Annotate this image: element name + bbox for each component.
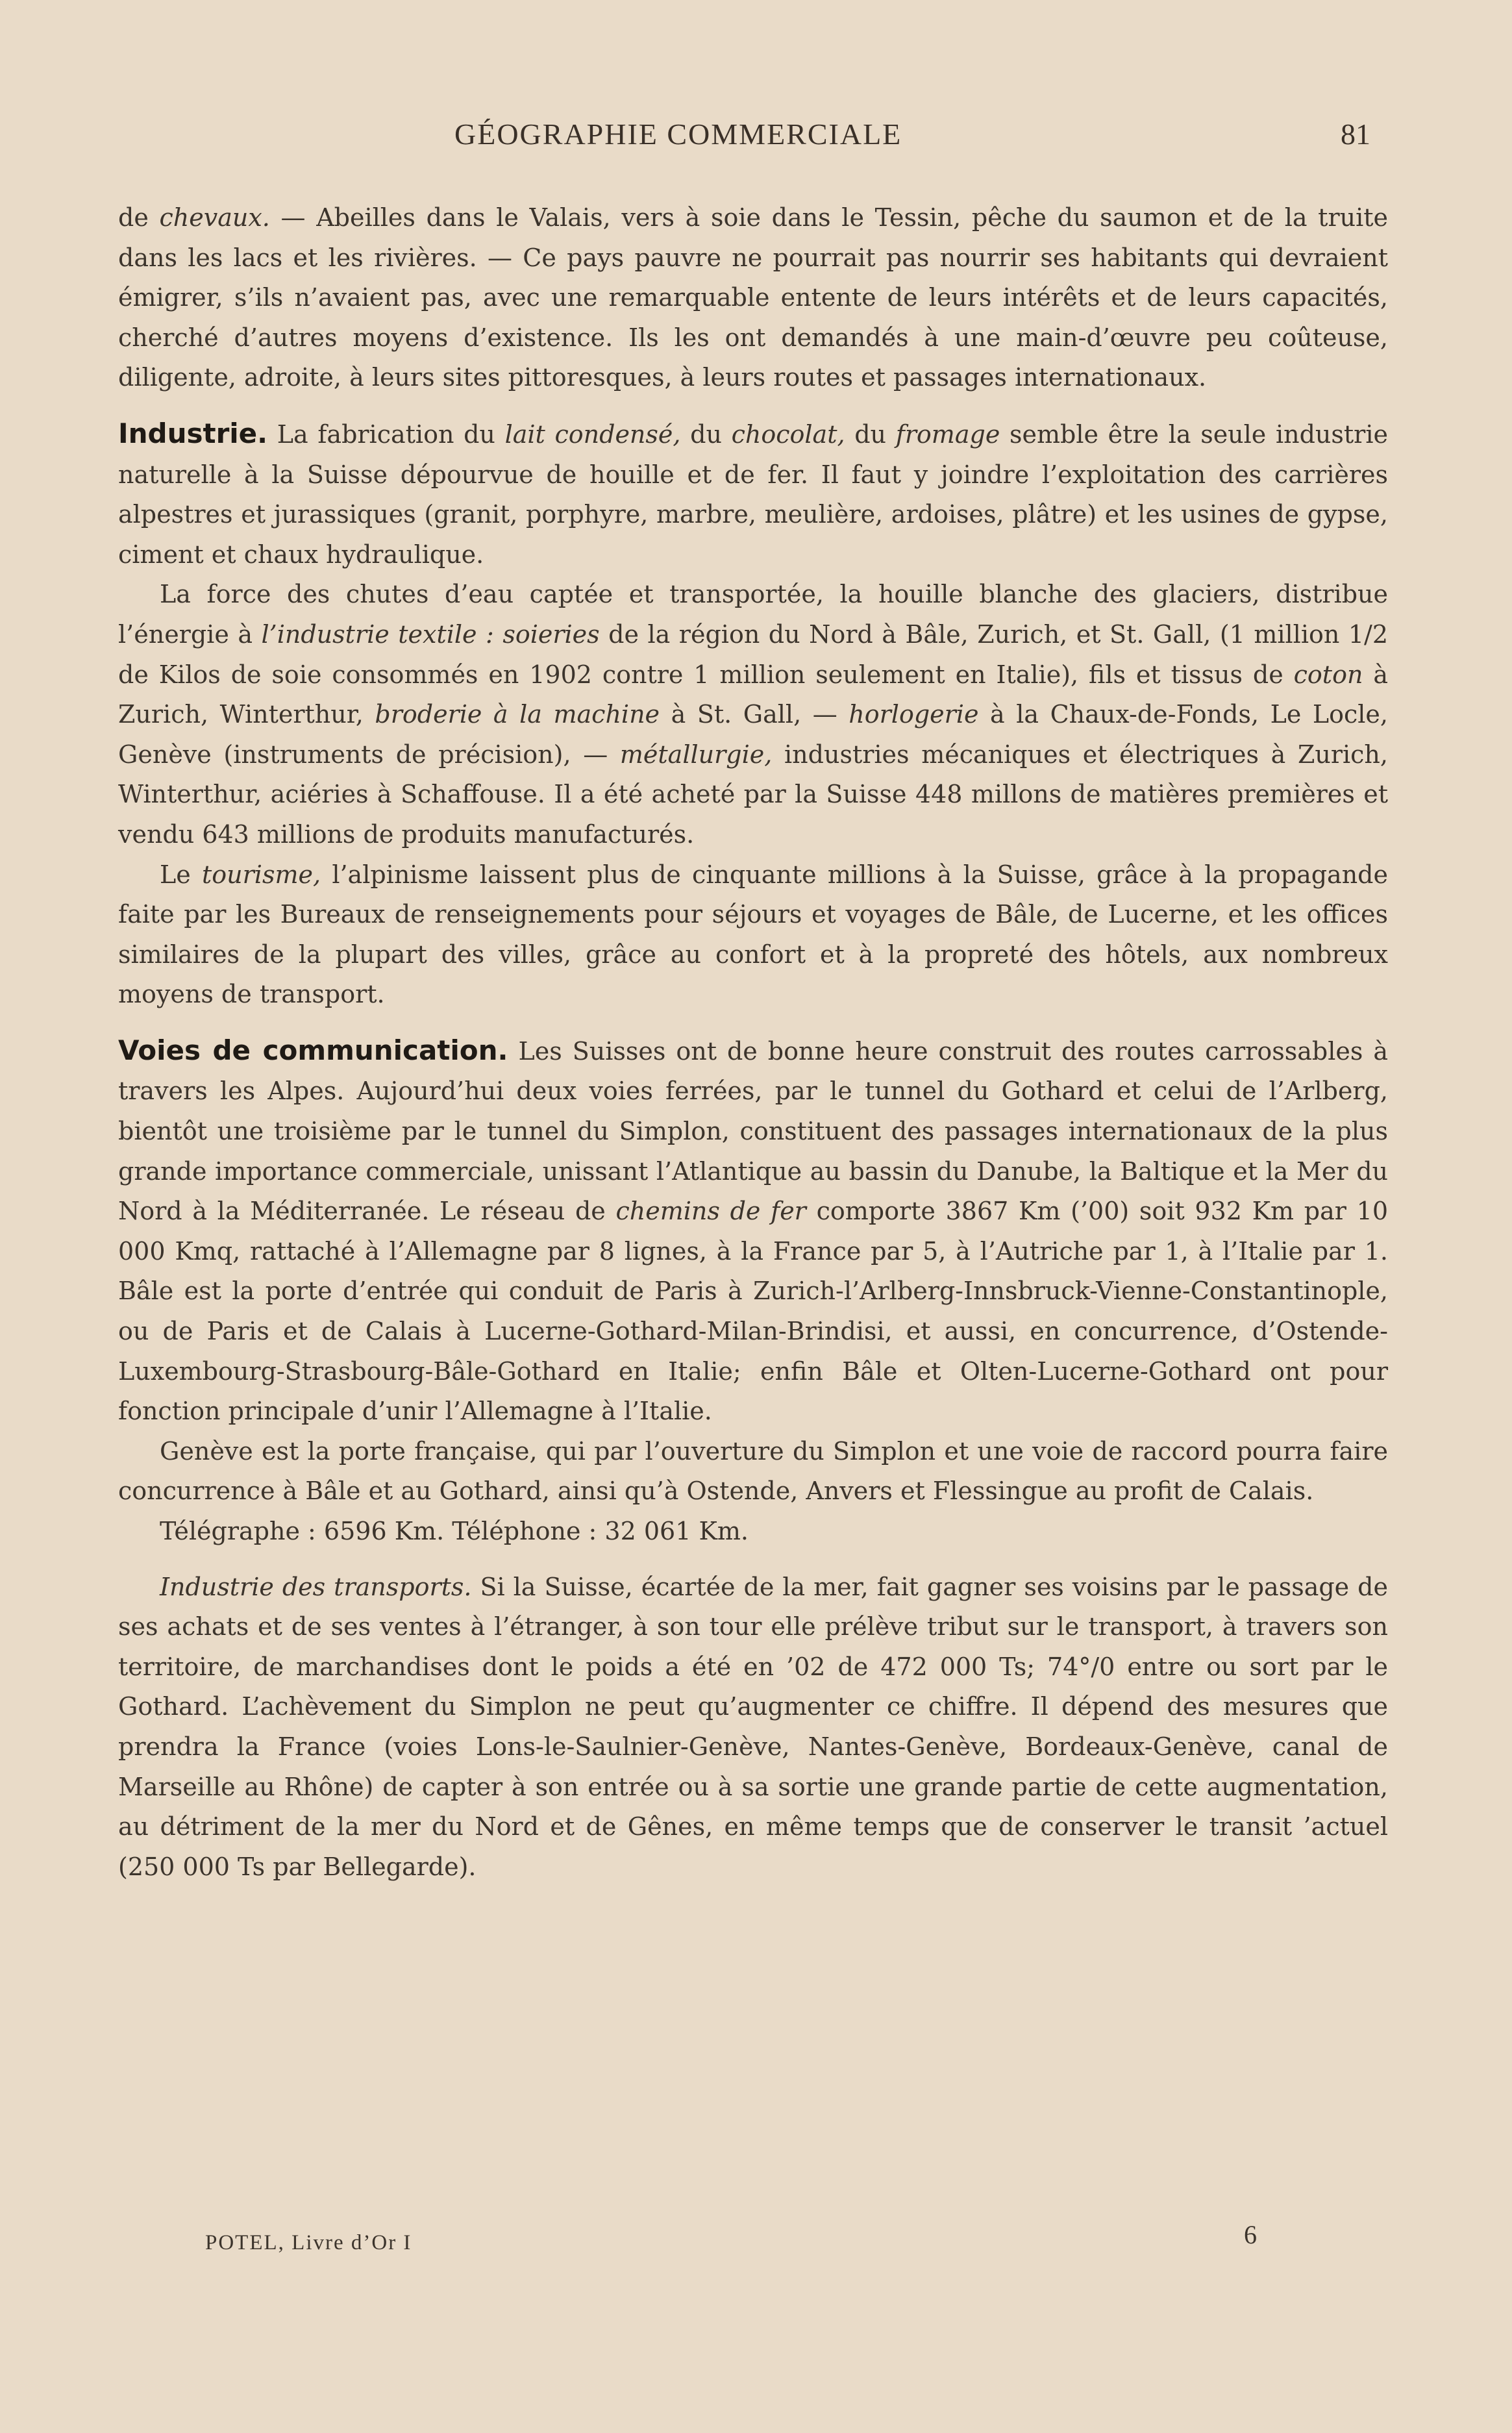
- text-run: Télégraphe : 6596 Km. Téléphone : 32 061 Km.: [160, 1517, 749, 1545]
- italic-term: chemins de fer: [615, 1197, 806, 1226]
- text-run: Le: [160, 860, 202, 889]
- text-run: l’alpinisme laissent plus de cinquante millions à la Suisse, grâce à la propagande faite par les Bureaux de renseignements pour séjours et voyages de Bâle, de Lucerne, et les offices similaires de la plupart des villes, grâce au confort et à la propreté des hôtels, aux nombreux moyens de transport.: [118, 860, 1388, 1009]
- text-run: à Zurich, Winterthur,: [118, 660, 1389, 729]
- body-text: [118, 198, 1388, 1887]
- text-run: à St. Gall, —: [660, 700, 849, 729]
- page-footer: [205, 2220, 1309, 2270]
- italic-term: tourisme,: [202, 860, 321, 889]
- text-run: Les Suisses ont de bonne heure construit des routes carrossables à travers les Alpes. Aujourd’hui deux voies ferrées, par le tunnel du Gothard et celui de l’Arlberg, bientôt une troisième par le tunnel du Simplon, constituent des passages internationaux de la plus grande importance commerciale, unissant l’Atlantique au bassin du Danube, la Baltique et la Mer du Nord à la Méditerranée. Le réseau de: [118, 1036, 1388, 1226]
- text-run: La force des chutes d’eau captée et transportée, la houille blanche des glaciers, distribue l’énergie à: [118, 580, 1388, 649]
- italic-term: horlogerie: [849, 700, 979, 729]
- text-run: de: [118, 203, 160, 232]
- text-run: Si la Suisse, écartée de la mer, fait gagner ses voisins par le passage de ses achats et de ses ventes à l’étranger, à son tour elle prélève tribut sur le transport, à travers son territoire, de marchandises dont le poids a été en ’02 de 472 000 Ts; 74°/0 entre ou sort par le Gothard. L’achèvement du Simplon ne peut qu’augmenter ce chiffre. Il dépend des mesures que prendra la France (voies Lons-le-Saulnier-Genève, Nantes-Genève, Bordeaux-Genève, canal de Marseille au Rhône) de capter à son entrée ou à sa sortie une grande partie de cette augmentation, au détriment de la mer du Nord et de Gênes, en même temps que de conserver le transit ’actuel (250 000 Ts par Bellegarde).: [118, 1572, 1388, 1881]
- paragraph: [118, 414, 1388, 575]
- italic-term: coton: [1293, 660, 1363, 689]
- text-run: du: [845, 419, 896, 449]
- text-run: La fabrication du: [267, 419, 505, 449]
- paragraph: [118, 855, 1388, 1015]
- text-run: Genève est la porte française, qui par l’ouverture du Simplon et une voie de raccord pourra faire concurrence à Bâle et au Gothard, ainsi qu’à Ostende, Anvers et Flessingue au profit de Calais.: [118, 1436, 1388, 1506]
- italic-term: chocolat,: [731, 419, 845, 449]
- footer-imprint: POTEL, Livre d’Or I: [205, 2231, 412, 2254]
- paragraph: [118, 1030, 1388, 1432]
- paragraph: [118, 1512, 1388, 1552]
- running-title: GÉOGRAPHIE COMMERCIALE: [454, 118, 902, 151]
- italic-term: broderie à la machine: [375, 700, 660, 729]
- italic-term: Industrie des transports.: [160, 1572, 472, 1601]
- section-heading: Voies de communication.: [118, 1034, 508, 1066]
- italic-term: l’industrie textile : soieries: [261, 619, 600, 649]
- italic-term: fromage: [895, 419, 1000, 449]
- text-run: industries mécaniques et électriques à Zurich, Winterthur, aciéries à Schaffouse. Il a été acheté par la Suisse 448 millons de matières premières et vendu 643 millions de produits manufacturés.: [118, 740, 1388, 849]
- page-number: 81: [1341, 118, 1370, 151]
- paragraph: [118, 1432, 1388, 1512]
- signature-mark: 6: [1244, 2220, 1257, 2249]
- text-run: semble être la seule industrie naturelle à la Suisse dépourvue de houille et de fer. Il faut y joindre l’exploitation des carrières alpestres et jurassiques (granit, porphyre, marbre, meulière, ardoises, plâtre) et les usines de gypse, ciment et chaux hydraulique.: [118, 419, 1388, 569]
- text-run: à la Chaux-de-Fonds, Le Locle, Genève (instruments de précision), —: [118, 700, 1389, 769]
- paragraph: [118, 198, 1388, 398]
- section-heading: Industrie.: [118, 417, 268, 449]
- text-run: de la région du Nord à Bâle, Zurich, et St. Gall, (1 million 1/2 de Kilos de soie consommés en 1902 contre 1 million seulement en Italie), fils et tissus de: [118, 619, 1388, 689]
- text-run: comporte 3867 Km (’00) soit 932 Km par 10 000 Kmq, rattaché à l’Allemagne par 8 lignes, à la France par 5, à l’Autriche par 1, à l’Italie par 1. Bâle est la porte d’entrée qui conduit de Paris à Zurich-l’Arlberg-Innsbruck-Vienne-Constantinople, ou de Paris et de Calais à Lucerne-Gothard-Milan-Brindisi, et aussi, en concurrence, d’Ostende-Luxembourg-Strasbourg-Bâle-Gothard en Italie; enfin Bâle et Olten-Lucerne-Gothard ont pour fonction principale d’unir l’Allemagne à l’Italie.: [118, 1197, 1389, 1426]
- running-header: [0, 117, 1512, 162]
- italic-term: métallurgie,: [619, 740, 773, 769]
- paragraph: [118, 1567, 1388, 1888]
- italic-term: lait condensé,: [504, 419, 681, 449]
- text-run: — Abeilles dans le Valais, vers à soie dans le Tessin, pêche du saumon et de la truite dans les lacs et les rivières. — Ce pays pauvre ne pourrait pas nourrir ses habitants qui devraient émigrer, s’ils n’avaient pas, avec une remarquable entente de leurs intérêts et de leurs capacités, cherché d’autres moyens d’existence. Ils les ont demandés à une main-d’œuvre peu coûteuse, diligente, adroite, à leurs sites pittoresques, à leurs routes et passages internationaux.: [118, 203, 1388, 392]
- text-run: du: [680, 419, 732, 449]
- paragraph: [118, 575, 1388, 855]
- italic-term: chevaux.: [159, 203, 270, 232]
